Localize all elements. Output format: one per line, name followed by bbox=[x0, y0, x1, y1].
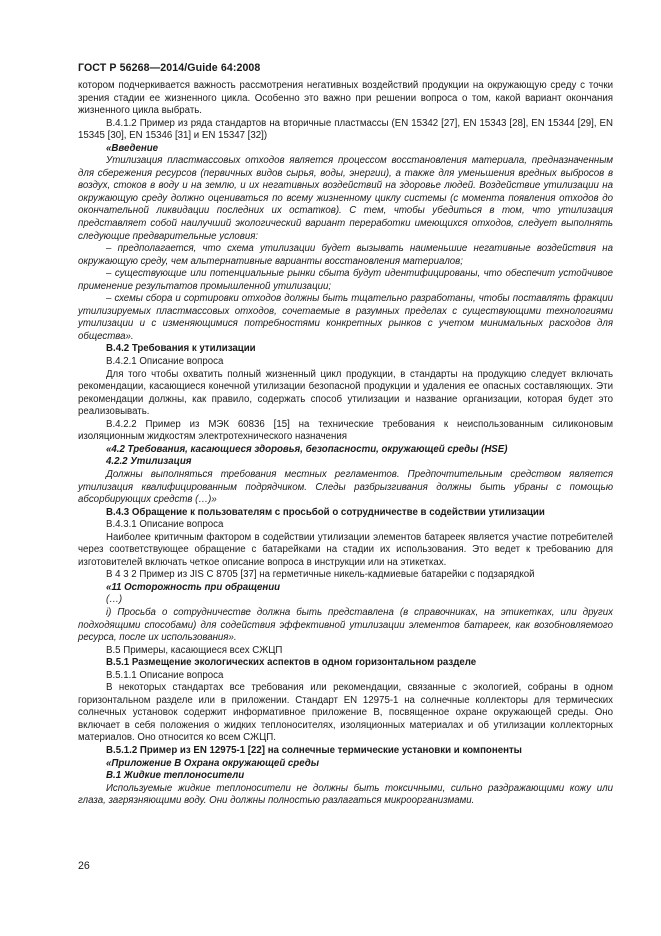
subsection-heading: В.4.3.1 Описание вопроса bbox=[106, 519, 224, 531]
quote-list-item: – существующие или потенциальные рынки сбыта будут идентифицированы, что обеспечит устойчивое применение результатов промышленной утилизации; bbox=[78, 268, 613, 292]
section-heading: В.5.1 Размещение экологических аспектов в одном горизонтальном разделе bbox=[106, 657, 477, 669]
quote-heading: «11 Осторожность при обращении bbox=[106, 581, 281, 593]
quote-paragraph: Утилизация пластмассовых отходов является процессом восстановления материала, предназначенным для сбережения ресурсов (первичных видов сырья, воды, энергии), а также для уменьшения вредных выбросов в воздух, стоков в воду и на землю, и их негативных воздействий на здоровье людей. Воздействие утилизации на окружающую среду должно оцениваться по всему жизненному циклу системы (с момента появления отходов до окончательной ликвидации последних их остатков). С тем, чтобы убедиться в том, что утилизация представляет собой наилучший экологический вариант переработки имеющихся отходов, следует выполнять следующие предварительные условия: bbox=[78, 155, 613, 242]
paragraph: В.4.2.2 Пример из МЭК 60836 [15] на технические требования к неиспользованным силиконовым изоляционным жидкостям электротехнического назначения bbox=[78, 418, 613, 443]
section-heading: В.5 Примеры, касающиеся всех СЖЦП bbox=[106, 644, 283, 656]
quote-paragraph: i) Просьба о сотрудничестве должна быть представлена (в справочниках, на этикетках, или других подходящими способами) для содействия эффективной утилизации элементов батареек, как возобновляемого ресурса, после их использования». bbox=[78, 606, 613, 644]
quote-heading: В.1 Жидкие теплоносители bbox=[106, 770, 245, 782]
quote-heading: «4.2 Требования, касающиеся здоровья, безопасности, окружающей среды (HSE) bbox=[106, 443, 508, 455]
quote-list-item: – предполагается, что схема утилизации будет вызывать наименьшие негативные воздействия на окружающую среду, чем альтернативные варианты восстановления материалов; bbox=[78, 243, 613, 267]
paragraph: Для того чтобы охватить полный жизненный цикл продукции, в стандарты на продукцию следует включать рекомендации, касающиеся конечной утилизации безопасной продукции и удаления ее опасных составляющих. Эти рекомендации должны, как правило, содержать способ утилизации и название организации, которая будет это реализовывать. bbox=[78, 368, 613, 418]
section-heading: В.4.3 Обращение к пользователям с просьбой о сотрудничестве в содействии утилизации bbox=[106, 506, 545, 518]
paragraph: В 4 3 2 Пример из JIS C 8705 [37] на герметичные никель-кадмиевые батарейки с подзарядкой bbox=[106, 569, 535, 581]
page-body bbox=[78, 80, 613, 808]
paragraph: котором подчеркивается важность рассмотрения негативных воздействий продукции на окружающую среду с точки зрения стадии ее жизненного цикла. Особенно это важно при решении вопроса о том, какой вариант окончания жизненного цикла выбрать. bbox=[78, 80, 613, 117]
page-number: 26 bbox=[78, 860, 90, 872]
paragraph: Наиболее критичным фактором в содействии утилизации элементов батареек является участие потребителей через соответствующее обращение с батарейками на стадии их использования. Это ведет к требованию для изготовителей включать четкое описание вопроса в инструкции или на этикетках. bbox=[78, 531, 613, 568]
section-heading: В.4.2 Требования к утилизации bbox=[106, 343, 256, 355]
quote-paragraph: Используемые жидкие теплоносители не должны быть токсичными, сильно раздражающими кожу или глаза, загрязняющими воду. Они должны полностью разлагаться микроорганизмами. bbox=[78, 782, 613, 807]
subsection-heading: В.4.2.1 Описание вопроса bbox=[106, 356, 224, 368]
subsection-heading: В.5.1.1 Описание вопроса bbox=[106, 669, 224, 681]
quote-list-item: – схемы сбора и сортировки отходов должны быть тщательно разработаны, чтобы поставлять фракции утилизируемых пластмассовых отходов, сочетаемые в разумных пределах с существующими технологиями утилизации и с изменяющимися потребностями конкретных рынков с учетом минимальных расходов для общества». bbox=[78, 293, 613, 342]
paragraph: В.4.1.2 Пример из ряда стандартов на вторичные пластмассы (EN 15342 [27], EN 15343 [28], EN 15344 [29], EN 15345 [30], EN 15346 [31] и EN 15347 [32]) bbox=[78, 117, 613, 142]
quote-heading: «Введение bbox=[106, 142, 159, 154]
quote-paragraph: (…) bbox=[106, 594, 123, 606]
section-heading: В.5.1.2 Пример из EN 12975-1 [22] на солнечные термические установки и компоненты bbox=[106, 744, 522, 756]
quote-paragraph: Должны выполняться требования местных регламентов. Предпочтительным средством является утилизация квалифицированным подрядчиком. Следы разбрызгивания должны быть убраны с помощью абсорбирующих средств (…)» bbox=[78, 468, 613, 506]
quote-heading: «Приложение В Охрана окружающей среды bbox=[106, 757, 319, 769]
document-header: ГОСТ Р 56268—2014/Guide 64:2008 bbox=[78, 62, 261, 74]
quote-heading: 4.2.2 Утилизация bbox=[106, 456, 192, 468]
paragraph: В некоторых стандартах все требования или рекомендации, связанные с экологией, собраны в одном горизонтальном разделе или в приложении. Стандарт EN 12975-1 на солнечные коллекторы для термических солнечных установок содержит информативное приложение В, посвященное охране окружающей среды. Оно включает в себя положения о жидких теплоносителях, изоляционных материалах и об утилизации коллекторных материалов. Оно относится ко всем СЖЦП. bbox=[78, 682, 613, 744]
